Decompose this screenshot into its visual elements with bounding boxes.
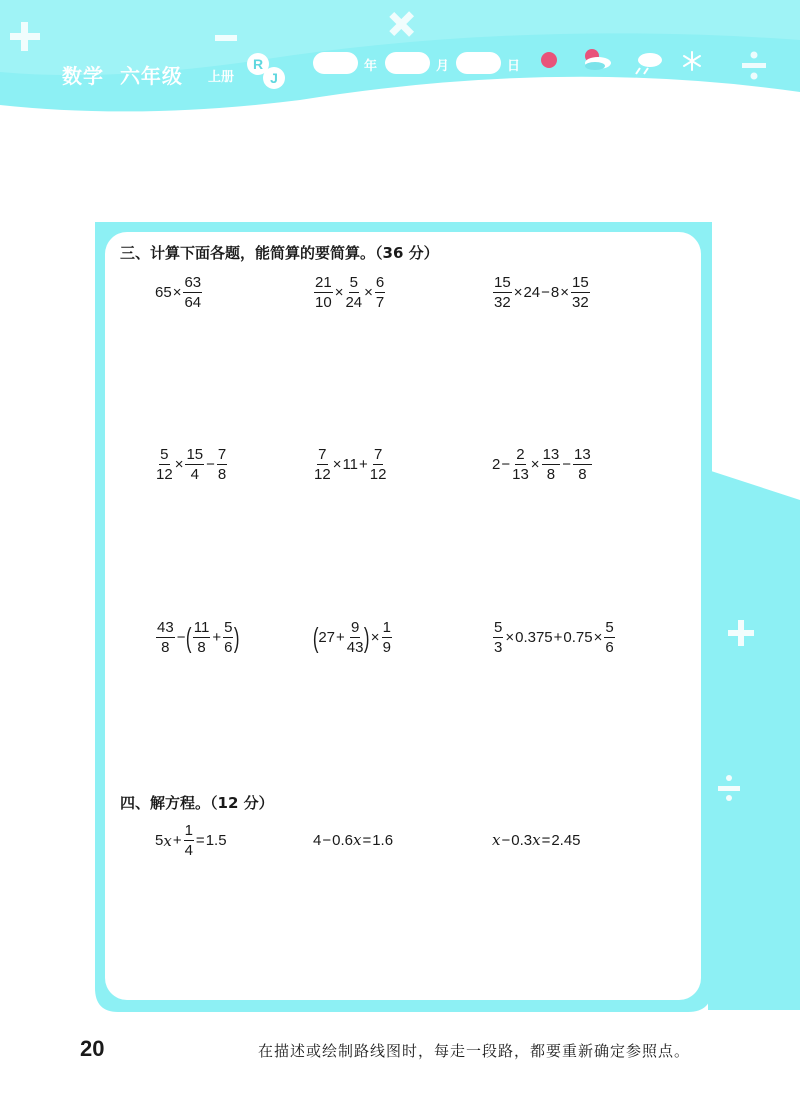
operator: × [560, 284, 570, 301]
fraction: $\frac{1}{4}$ [184, 822, 193, 859]
variable: x [352, 831, 362, 849]
number: 8 [550, 284, 560, 301]
date-year-label: 年 [364, 59, 378, 74]
operator: + [553, 629, 563, 646]
number: 0.75 [563, 629, 593, 646]
number: 0.375 [515, 629, 553, 646]
operator: × [370, 629, 380, 646]
calc-problem-3 [492, 275, 591, 310]
operator: − [541, 284, 550, 301]
number: 4 [313, 831, 322, 849]
page-number: 20 [80, 1036, 105, 1061]
fraction: $\frac{15}{32}$ [494, 274, 511, 311]
calc-problem-8 [313, 620, 393, 655]
operator: × [513, 284, 523, 301]
svg-text:R: R [252, 56, 264, 72]
operator: × [505, 629, 515, 646]
number: 0.6 [332, 831, 353, 849]
fraction: $\frac{43}{8}$ [157, 619, 174, 656]
variable: x [492, 831, 501, 849]
parenthesis: ) [364, 621, 370, 653]
fraction: $\frac{13}{8}$ [542, 446, 560, 483]
operator: + [212, 629, 222, 646]
equation-1 [155, 823, 227, 858]
calc-problem-5 [313, 447, 387, 482]
number: 2 [492, 456, 501, 473]
number: 5 [155, 832, 164, 849]
calc-problem-7 [155, 620, 240, 655]
operator: × [593, 629, 603, 646]
number: 27 [318, 629, 336, 646]
fraction: $\frac{7}{12}$ [314, 446, 331, 483]
calc-problem-9 [492, 620, 616, 655]
svg-text:J: J [270, 70, 278, 86]
operator: = [362, 831, 372, 849]
fraction: $\frac{5}{6}$ [224, 619, 233, 656]
equation-3 [492, 831, 581, 849]
fraction: $\frac{1}{9}$ [382, 619, 391, 656]
fraction: $\frac{5}{24}$ [345, 274, 363, 311]
date-month-label: 月 [436, 59, 450, 74]
fraction: $\frac{5}{6}$ [605, 619, 614, 656]
operator: × [332, 456, 342, 473]
parenthesis: ) [234, 621, 240, 653]
footer-tip: 在描述或绘制路线图时，每走一段路，都要重新确定参照点。 [258, 1042, 691, 1060]
fraction: $\frac{13}{8}$ [574, 446, 591, 483]
variable: x [532, 831, 541, 849]
operator: × [172, 284, 182, 301]
fraction: $\frac{63}{64}$ [184, 274, 202, 311]
fraction: $\frac{5}{3}$ [494, 619, 503, 656]
operator: − [501, 831, 511, 849]
operator: × [174, 456, 184, 473]
number: 65 [155, 284, 172, 301]
operator: = [541, 831, 551, 849]
fraction: $\frac{15}{4}$ [186, 446, 204, 483]
fraction: $\frac{15}{32}$ [572, 274, 589, 311]
operator: = [195, 832, 205, 849]
operator: − [322, 831, 332, 849]
date-day-label: 日 [507, 59, 521, 74]
section4-title: 四、解方程。（12 分） [120, 794, 274, 812]
calc-problem-1 [155, 275, 203, 310]
header-subject-grade: 数学 六年级 [62, 64, 183, 88]
operator: × [334, 284, 344, 301]
number: 24 [523, 284, 541, 301]
operator: − [501, 456, 511, 473]
number: 2.45 [551, 831, 581, 849]
operator: − [206, 456, 215, 473]
parenthesis: ( [312, 621, 319, 653]
number: 1.6 [372, 831, 394, 849]
fraction: $\frac{2}{13}$ [512, 446, 529, 483]
fraction: $\frac{21}{10}$ [315, 274, 332, 311]
calc-problem-2 [313, 275, 386, 310]
header-volume: 上册 [208, 70, 235, 85]
number: 11 [342, 456, 359, 473]
operator: + [172, 832, 182, 849]
number: 1.5 [205, 832, 227, 849]
operator: + [336, 629, 345, 646]
operator: − [176, 629, 186, 646]
fraction: $\frac{11}{8}$ [193, 619, 210, 656]
equation-2 [313, 831, 393, 849]
calc-problem-4 [155, 447, 228, 482]
variable: x [163, 831, 172, 850]
operator: − [562, 456, 572, 473]
operator: × [364, 284, 373, 301]
fraction: $\frac{9}{43}$ [346, 619, 364, 656]
operator: × [530, 456, 540, 473]
calc-problem-6 [492, 447, 593, 482]
fraction: $\frac{7}{8}$ [217, 446, 227, 483]
operator: + [359, 456, 368, 473]
fraction: $\frac{7}{12}$ [369, 446, 387, 483]
parenthesis: ( [186, 621, 192, 653]
fraction: $\frac{5}{12}$ [156, 446, 173, 483]
section3-title: 三、计算下面各题，能简算的要简算。（36 分） [120, 244, 439, 262]
fraction: $\frac{6}{7}$ [375, 274, 385, 311]
number: 0.3 [511, 831, 533, 849]
